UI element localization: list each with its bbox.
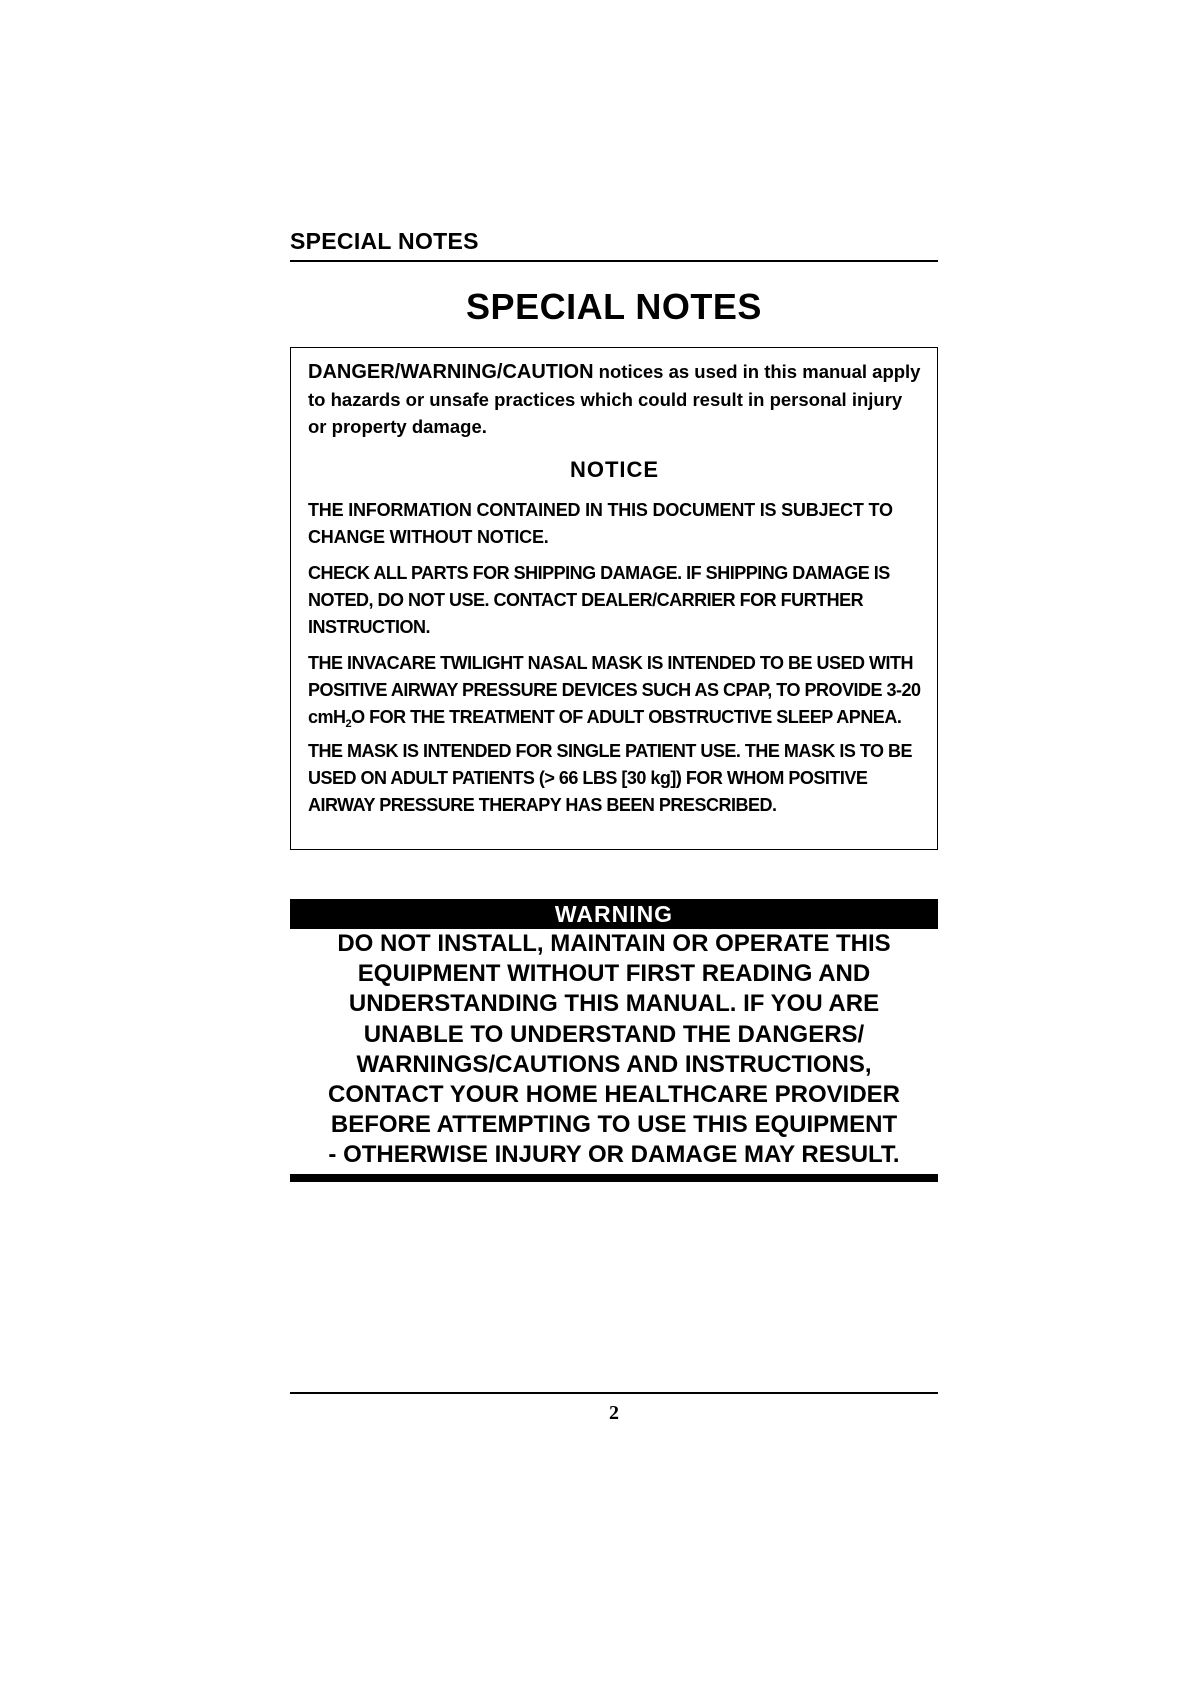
warning-line: BEFORE ATTEMPTING TO USE THIS EQUIPMENT	[330, 1111, 898, 1139]
warning-text	[290, 929, 938, 1171]
warning-line: DO NOT INSTALL, MAINTAIN OR OPERATE THIS	[337, 930, 891, 957]
water-subscript: 2	[345, 718, 352, 730]
page-number: 2	[609, 1402, 619, 1424]
intro-paragraph	[308, 358, 921, 440]
notice-paragraph-change: THE INFORMATION CONTAINED IN THIS DOCUMENT IS SUBJECT TO CHANGE WITHOUT NOTICE.	[308, 500, 893, 547]
warning-line: UNABLE TO UNDERSTAND THE DANGERS/	[363, 1020, 865, 1048]
notice-paragraph-shipping: CHECK ALL PARTS FOR SHIPPING DAMAGE. IF SHIPPING DAMAGE IS NOTED, DO NOT USE. CONTACT DEALER/CARRIER FOR FURTHER INSTRUCTION.	[308, 563, 890, 637]
warning-line: UNDERSTANDING THIS MANUAL. IF YOU ARE	[348, 990, 880, 1018]
intended-use-text-start: THE INVACARE TWILIGHT NASAL MASK IS INTENDED TO BE USED WITH POSITIVE AIRWAY PRESSURE DEVICES SUCH AS CPAP, TO PROVIDE 3-20 cmH	[308, 653, 921, 727]
notice-paragraph-intended-use	[308, 650, 921, 819]
intended-use-text-end: O FOR THE TREATMENT OF ADULT OBSTRUCTIVE SLEEP APNEA. THE MASK IS INTENDED FOR SINGLE PATIENT USE. THE MASK IS TO BE USED ON ADULT PATIENTS (> 66 LBS [30 kg]) FOR WHOM POSITIVE AIRWAY PRESSURE THERAPY HAS BEEN PRESCRIBED.	[308, 707, 913, 815]
running-header: SPECIAL NOTES	[290, 228, 479, 254]
footer-divider	[290, 1392, 938, 1394]
notice-box	[290, 347, 938, 850]
warning-heading: WARNING	[290, 899, 938, 929]
intro-text: notices as used in this manual apply to hazards or unsafe practices which could result in personal injury or property damage.	[308, 361, 921, 437]
header-divider	[290, 260, 938, 262]
warning-line: - OTHERWISE INJURY OR DAMAGE MAY RESULT.	[328, 1141, 900, 1169]
warning-line: EQUIPMENT WITHOUT FIRST READING AND	[357, 960, 871, 988]
warning-bottom-rule	[290, 1174, 938, 1182]
intro-lead: DANGER/WARNING/CAUTION	[308, 361, 594, 383]
notice-heading: NOTICE	[569, 457, 660, 482]
warning-line: WARNINGS/CAUTIONS AND INSTRUCTIONS,	[356, 1050, 872, 1078]
page-title: SPECIAL NOTES	[466, 286, 762, 327]
warning-line: CONTACT YOUR HOME HEALTHCARE PROVIDER	[327, 1081, 900, 1109]
